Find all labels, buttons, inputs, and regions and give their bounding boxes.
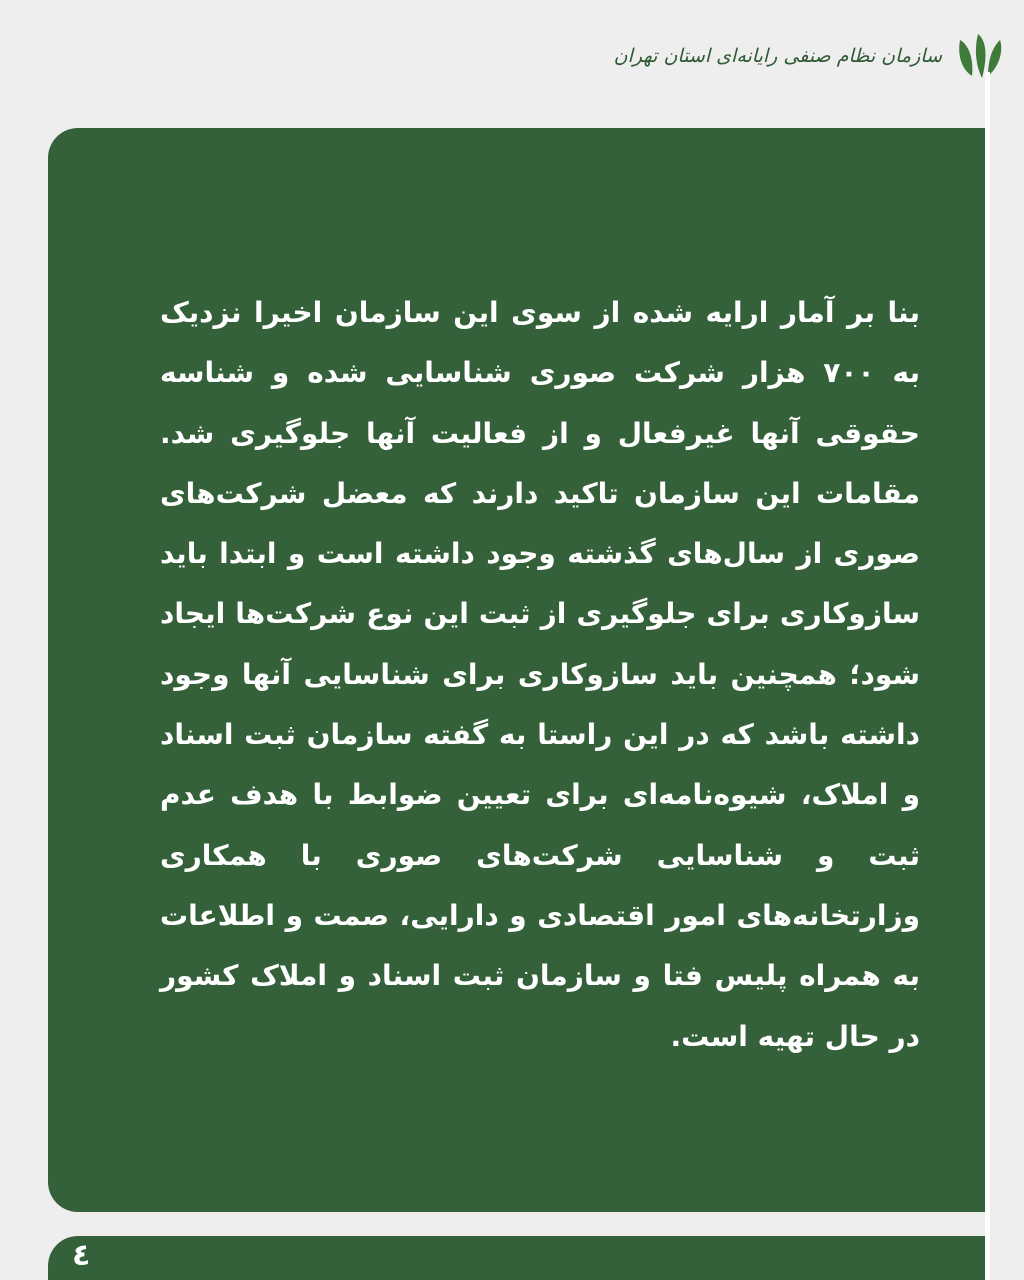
organization-logo-icon xyxy=(952,28,1008,84)
footer-bar xyxy=(48,1236,985,1280)
article-body-text: بنا بر آمار ارایه شده از سوی این سازمان اخیرا نزدیک به ۷۰۰ هزار شرکت صوری شناسایی شده و شناسه حقوقی آنها غیرفعال و از فعالیت آنها جلوگیری شد. مقامات این سازمان تاکید دارند که معضل شرکت‌های صوری از سال‌های گذشته وجود داشته است و ابتدا باید سازوکاری برای جلوگیری از ثبت این نوع شرکت‌ها ایجاد شود؛ همچنین باید سازوکاری برای شناسایی آنها وجود داشته باشد که در این راستا به گفته سازمان ثبت اسناد و املاک، شیوه‌نامه‌ای برای تعیین ضوابط با هدف عدم ثبت و شناسایی شرکت‌های صوری با همکاری وزارتخانه‌های امور اقتصادی و دارایی، صمت و اطلاعات به همراه پلیس فتا و سازمان ثبت اسناد و املاک کشور در حال تهیه است. xyxy=(160,296,920,1053)
organization-name: سازمان نظام صنفی رایانه‌ای استان تهران xyxy=(613,45,942,67)
brand-header xyxy=(614,28,1008,84)
page-number: ٤ xyxy=(72,1238,91,1273)
decorative-divider-line xyxy=(985,72,990,1280)
